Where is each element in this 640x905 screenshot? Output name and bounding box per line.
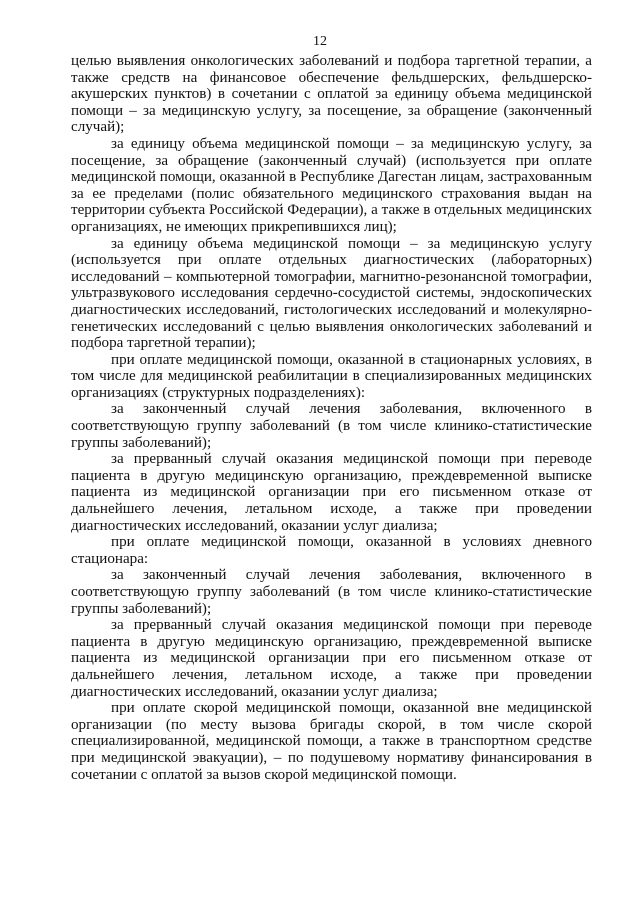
paragraph-2: за единицу объема медицинской помощи – за медицинскую услугу, за посещение, за обращение (законченный случай) (используется при оплате медицинской помощи, оказанной в Республике Дагестан лицам, застрахованным за ее пределами (полис обязательного медицинского страхования выдан на территории субъекта Российской Федерации), а также в отдельных медицинских организациях, не имеющих прикрепившихся лиц); xyxy=(71,135,592,235)
paragraph-3: за единицу объема медицинской помощи – за медицинскую услугу (используется при оплате отдельных диагностических (лабораторных) исследований – компьютерной томографии, магнитно-резонансной томографии, ультразвукового исследования сердечно-сосудистой системы, эндоскопических диагностических исследований, гистологических исследований и молекулярно-генетических исследований с целью выявления онкологических заболеваний и подбора таргетной терапии); xyxy=(71,235,592,352)
paragraph-8: за законченный случай лечения заболевания, включенного в соответствующую группу заболеваний (в том числе клинико-статистические группы заболеваний); xyxy=(71,567,592,617)
paragraph-9: за прерванный случай оказания медицинской помощи при переводе пациента в другую медицинскую организацию, преждевременной выписке пациента из медицинской организации при его письменном отказе от дальнейшего лечения, летальном исходе, а также при проведении диагностических исследований, оказании услуг диализа; xyxy=(71,617,592,700)
page-number: 12 xyxy=(313,34,327,49)
paragraph-6: за прерванный случай оказания медицинской помощи при переводе пациента в другую медицинскую организацию, преждевременной выписке пациента из медицинской организации при его письменном отказе от дальнейшего лечения, летальном исходе, а также при проведении диагностических исследований, оказании услуг диализа; xyxy=(71,451,592,534)
paragraph-1: целью выявления онкологических заболеваний и подбора таргетной терапии, а также средств на финансовое обеспечение фельдшерских, фельдшерско-акушерских пунктов) в сочетании с оплатой за единицу объема медицинской помощи – за медицинскую услугу, за посещение, за обращение (законченный случай); xyxy=(71,53,592,136)
document-body xyxy=(71,53,592,783)
paragraph-7: при оплате медицинской помощи, оказанной в условиях дневного стационара: xyxy=(71,534,592,567)
paragraph-5: за законченный случай лечения заболевания, включенного в соответствующую группу заболеваний (в том числе клинико-статистические группы заболеваний); xyxy=(71,401,592,451)
paragraph-4: при оплате медицинской помощи, оказанной в стационарных условиях, в том числе для медицинской реабилитации в специализированных медицинских организациях (структурных подразделениях): xyxy=(71,351,592,401)
paragraph-10: при оплате скорой медицинской помощи, оказанной вне медицинской организации (по месту вызова бригады скорой, в том числе скорой специализированной, медицинской помощи, а также в транспортном средстве при медицинской эвакуации), – по подушевому нормативу финансирования в сочетании с оплатой за вызов скорой медицинской помощи. xyxy=(71,700,592,783)
